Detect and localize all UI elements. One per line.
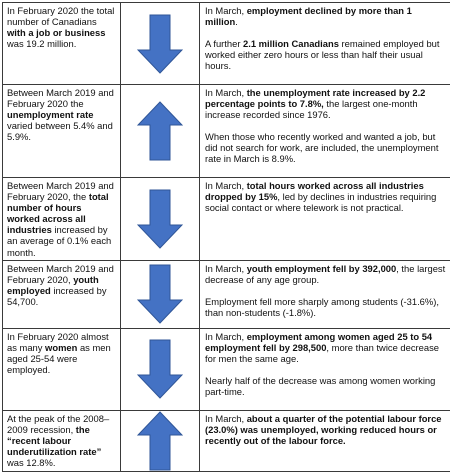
arrow-up-icon — [137, 411, 183, 471]
trend-cell — [121, 3, 200, 85]
change-paragraph: In March, about a quarter of the potential labour force (23.0%) was unemployed, working reduced hours or recently out of the labour force. — [205, 413, 446, 446]
change-paragraph: Employment fell more sharply among students (-31.6%), than non-students (-1.8%). — [205, 296, 446, 318]
change-paragraph: In March, youth employment fell by 392,000, the largest decrease of any age group. — [205, 263, 446, 285]
change-paragraph: When those who recently worked and wanted a job, but did not search for work, are included, the unemployment rate in March is 8.9%. — [205, 131, 446, 164]
baseline-cell: In February 2020 almost as many women as men aged 25-54 were employed. — [3, 328, 121, 410]
table-row — [3, 410, 450, 471]
table-row — [3, 328, 450, 410]
table-row — [3, 260, 450, 328]
arrow-up-icon — [137, 101, 183, 161]
change-paragraph: In March, the unemployment rate increased by 2.2 percentage points to 7.8%, the largest one-month increase recorded since 1976. — [205, 87, 446, 120]
baseline-cell: Between March 2019 and February 2020, the total number of hours worked across all industries increased by an average of 0.1% each month. — [3, 178, 121, 261]
change-cell — [200, 178, 450, 261]
arrow-down-shape — [138, 265, 182, 323]
trend-cell — [121, 410, 200, 471]
baseline-cell: At the peak of the 2008–2009 recession, the “recent labour underutilization rate” was 12.8%. — [3, 410, 121, 471]
arrow-down-shape — [138, 190, 182, 248]
change-cell — [200, 3, 450, 85]
change-paragraph: In March, employment among women aged 25 to 54 employment fell by 298,500, more than twice decrease for men the same age. — [205, 331, 446, 364]
change-cell — [200, 410, 450, 471]
change-paragraph: Nearly half of the decrease was among women working part-time. — [205, 375, 446, 397]
arrow-down-icon — [137, 339, 183, 399]
labour-comparison-table — [2, 2, 450, 472]
trend-cell — [121, 85, 200, 178]
change-cell — [200, 85, 450, 178]
table-row — [3, 85, 450, 178]
arrow-up-shape — [138, 412, 182, 470]
trend-cell — [121, 260, 200, 328]
trend-cell — [121, 328, 200, 410]
baseline-cell: In February 2020 the total number of Canadians with a job or business was 19.2 million. — [3, 3, 121, 85]
change-paragraph: In March, employment declined by more than 1 million. — [205, 5, 446, 27]
labour-comparison-table-container — [2, 2, 448, 469]
arrow-down-shape — [138, 15, 182, 73]
change-paragraph: In March, total hours worked across all industries dropped by 15%, led by declines in industries requiring social contact or where telework is not practical. — [205, 180, 446, 213]
table-row — [3, 178, 450, 261]
arrow-up-shape — [138, 102, 182, 160]
baseline-cell: Between March 2019 and February 2020 the unemployment rate varied between 5.4% and 5.9%. — [3, 85, 121, 178]
trend-cell — [121, 178, 200, 261]
baseline-cell: Between March 2019 and February 2020, youth employed increased by 54,700. — [3, 260, 121, 328]
change-paragraph: A further 2.1 million Canadians remained employed but worked either zero hours or less than half their usual hours. — [205, 38, 446, 71]
arrow-down-icon — [137, 14, 183, 74]
table-row — [3, 3, 450, 85]
arrow-down-icon — [137, 189, 183, 249]
arrow-down-shape — [138, 340, 182, 398]
arrow-down-icon — [137, 264, 183, 324]
change-cell — [200, 328, 450, 410]
change-cell — [200, 260, 450, 328]
